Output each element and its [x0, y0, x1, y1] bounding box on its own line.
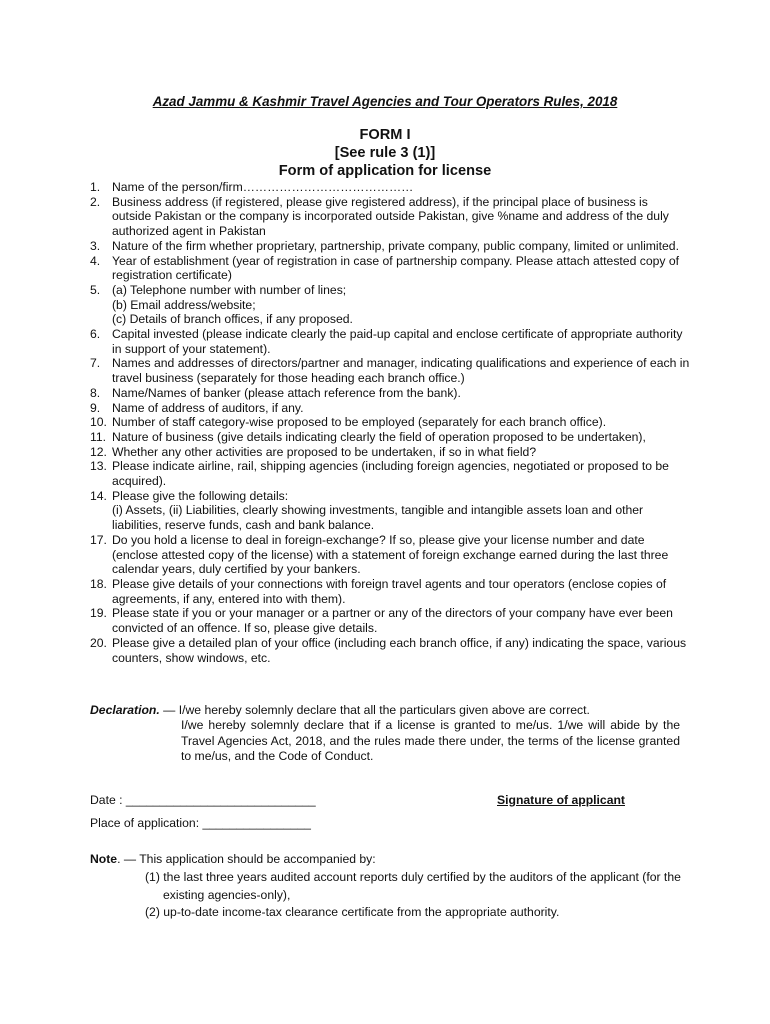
form-item: [90, 239, 690, 254]
form-item: [90, 327, 690, 356]
form-item-text: Please give the following details:: [112, 488, 289, 503]
form-item-text: Please give details of your connections with foreign travel agents and tour operators (enclose copies of agreements, if any, entered into with them).: [112, 576, 667, 606]
form-item-number: 17.: [90, 532, 107, 547]
form-item-number: 18.: [90, 576, 107, 591]
form-item-text: Nature of business (give details indicating clearly the field of operation proposed to be undertaken),: [112, 429, 646, 444]
note-items: [145, 869, 685, 922]
form-item-text: (i) Assets, (ii) Liabilities, clearly showing investments, tangible and intangible assets loan and other liabilities, reserve funds, cash and bank balance.: [112, 503, 644, 533]
form-subtitle: Form of application for license: [278, 163, 492, 179]
form-item-text: Name/Names of banker (please attach reference from the bank).: [112, 385, 461, 400]
form-item-text: Capital invested (please indicate clearly the paid-up capital and enclose certificate of appropriate authority in support of your statement).: [112, 327, 683, 356]
date-field[interactable]: Date : ____________________________: [90, 793, 316, 807]
form-item-number: 12.: [90, 444, 107, 459]
form-item-text: Nature of the firm whether proprietary, partnership, private company, public company, limited or unlimited.: [112, 238, 679, 253]
form-item-text: Please give a detailed plan of your office (including each branch office, if any) indicating the space, various counters, show windows, etc.: [112, 635, 687, 665]
form-item-number: 13.: [90, 459, 107, 474]
form-item: [90, 533, 690, 577]
form-item: [90, 298, 690, 313]
form-item-number: [90, 298, 112, 313]
signature-label: Signature of applicant: [497, 793, 625, 807]
declaration-label: Declaration.: [90, 703, 160, 717]
form-item: [90, 636, 690, 665]
form-item-text: Name of address of auditors, if any.: [112, 400, 304, 415]
form-item: [90, 459, 690, 488]
form-item-text: (b) Email address/website;: [112, 297, 256, 312]
form-items-list: [90, 180, 690, 665]
form-item: [90, 356, 690, 385]
form-item-text: Whether any other activities are proposed to be undertaken, if so in what field?: [112, 444, 537, 459]
form-item-number: 9.: [90, 400, 101, 415]
note-intro: . — This application should be accompanied by:: [117, 852, 376, 866]
form-item: [90, 386, 690, 401]
form-item-number: 5.: [90, 282, 101, 297]
declaration-line1: — I/we hereby solemnly declare that all the particulars given above are correct.: [159, 703, 590, 717]
note-item: (2) up-to-date income-tax clearance certificate from the appropriate authority.: [145, 905, 560, 919]
form-item-text: Number of staff category-wise proposed to be employed (separately for each branch office).: [112, 415, 607, 430]
form-item-number: 7.: [90, 356, 101, 371]
note-label: Note: [90, 852, 118, 866]
form-item-number: 6.: [90, 327, 101, 342]
declaration-line2: I/we hereby solemnly declare that if a license is granted to me/us. 1/we will abide by the Travel Agencies Act, 2018, and the rules made there under, the terms of the license granted to me/us, and the Code of Conduct.: [181, 718, 680, 763]
form-item-number: 14.: [90, 488, 107, 503]
form-item-text: Do you hold a license to deal in foreign-exchange? If so, please give your license number and date (enclose attested copy of the license) with a statement of foreign exchange earned during the last three calendar years, duly certified by your bankers.: [112, 532, 669, 577]
form-item-text: Year of establishment (year of registration in case of partnership company. Please attach attested copy of registration certificate): [112, 253, 680, 283]
form-item-text: (c) Details of branch offices, if any proposed.: [112, 312, 353, 327]
form-item: [90, 283, 690, 298]
form-item-text: Names and addresses of directors/partner and manager, indicating qualifications and experience of each in travel business (separately for those heading each branch office.): [112, 356, 690, 386]
form-item-number: 3.: [90, 238, 101, 253]
form-title: FORM I: [359, 127, 411, 143]
form-item-number: 10.: [90, 415, 107, 430]
form-item-text: Please indicate airline, rail, shipping agencies (including foreign agencies, negotiated or proposed to be acquired).: [112, 459, 669, 489]
form-item: [90, 430, 690, 445]
form-item-text: Please state if you or your manager or a partner or any of the directors of your company have ever been convicted of an offence. If so, please give details.: [112, 606, 673, 636]
form-item: [90, 606, 690, 635]
form-item-number: 4.: [90, 253, 101, 268]
rule-reference: [See rule 3 (1)]: [334, 145, 436, 161]
form-item-number: 2.: [90, 194, 101, 209]
form-item: [90, 254, 690, 283]
form-item: [90, 180, 690, 195]
form-item: [90, 312, 690, 327]
declaration: [90, 703, 590, 719]
note: [90, 852, 376, 866]
form-item-number: 20.: [90, 635, 107, 650]
rules-header: Azad Jammu & Kashmir Travel Agencies and Tour Operators Rules, 2018: [152, 94, 618, 109]
place-field[interactable]: Place of application: ________________: [90, 816, 311, 830]
form-item: [90, 401, 690, 416]
form-item-number: 1.: [90, 180, 101, 194]
form-item-text: Name of the person/firm……………………………………: [112, 180, 414, 194]
form-item: [90, 195, 690, 239]
form-item-number: [90, 503, 112, 532]
form-item: [90, 577, 690, 606]
form-item-text: (a) Telephone number with number of lines;: [112, 282, 347, 297]
form-item: [90, 415, 690, 430]
form-item-number: 8.: [90, 385, 101, 400]
form-item-number: 11.: [90, 429, 107, 444]
form-item-number: 19.: [90, 606, 107, 621]
form-item-text: Business address (if registered, please give registered address), if the principal place of business is outside Pakistan or the company is incorporated outside Pakistan, give %name and address of the duly authorized agent in Pakistan: [112, 194, 669, 239]
form-item: [90, 489, 690, 504]
form-item: [90, 503, 690, 532]
form-item: [90, 445, 690, 460]
form-item-number: [90, 312, 112, 327]
note-item: (1) the last three years audited account reports duly certified by the auditors of the applicant (for the existing agencies-only),: [145, 870, 681, 902]
